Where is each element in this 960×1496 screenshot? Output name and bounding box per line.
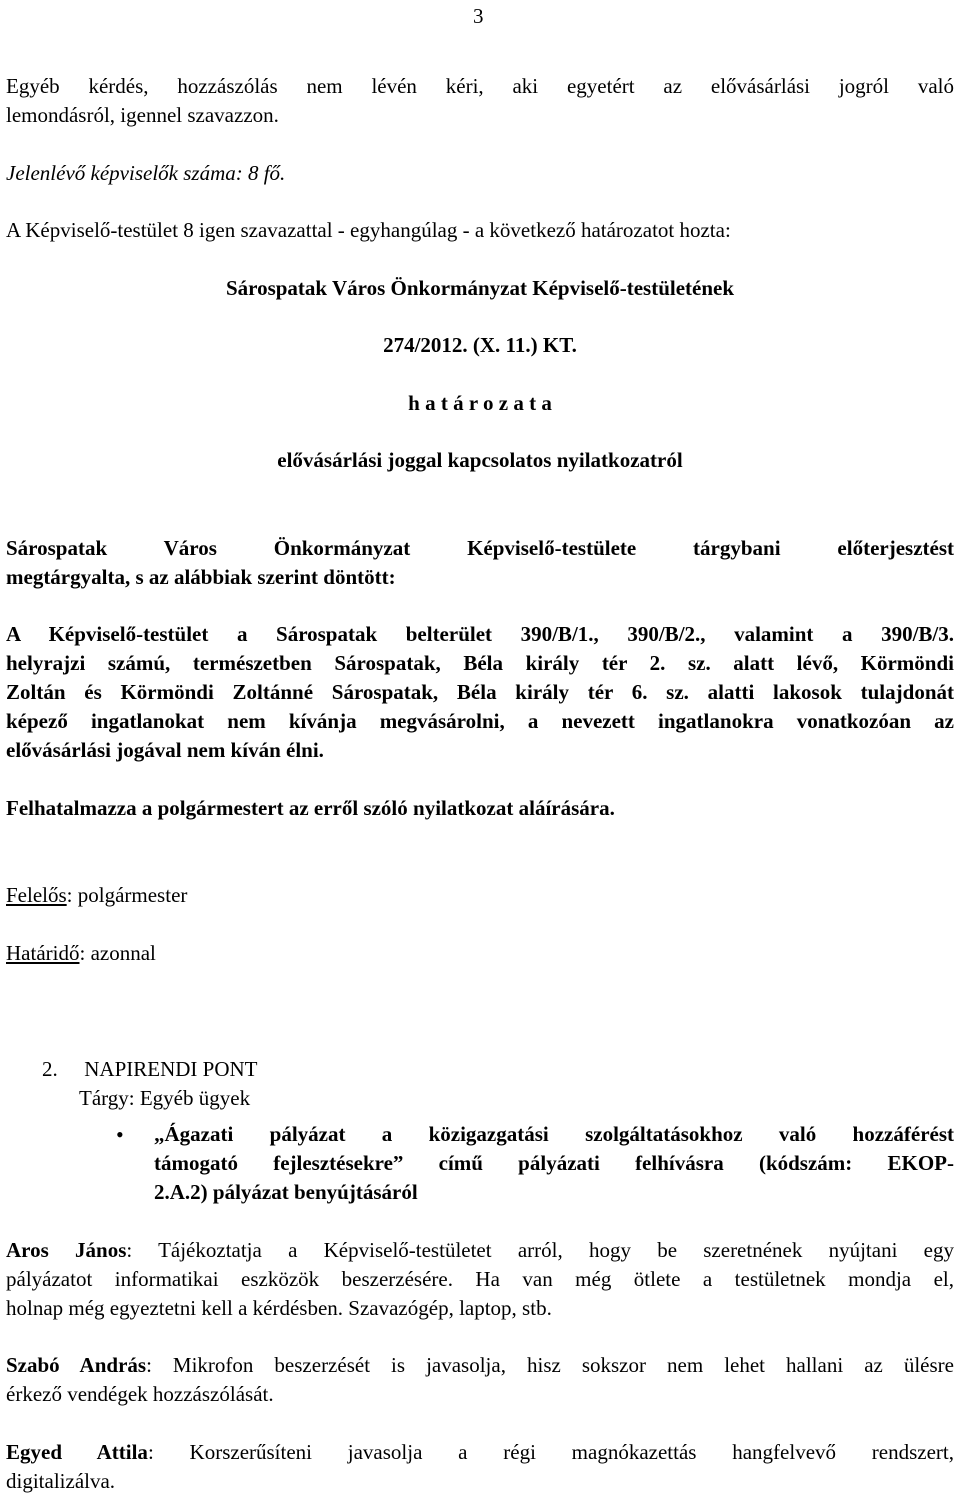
- intro-line-1: Egyéb kérdés, hozzászólás nem lévén kéri, aki egyetért az elővásárlási jogról való: [6, 74, 954, 98]
- deadline-line: [6, 939, 954, 968]
- resolution-body-title: Sárospatak Város Önkormányzat Képviselő-testületének: [225, 276, 735, 300]
- responsible-label: Felelős: [6, 883, 67, 907]
- resolution-subject: elővásárlási joggal kapcsolatos nyilatkozatról: [277, 448, 683, 472]
- authorization-text: Felhatalmazza a polgármestert az erről szóló nyilatkozat aláírására.: [6, 796, 615, 820]
- agenda-heading: [42, 1055, 258, 1084]
- speaker-name: Egyed Attila: [6, 1440, 148, 1464]
- resolution-number: 274/2012. (X. 11.) KT.: [383, 333, 577, 357]
- vote-result-text: A Képviselő-testület 8 igen szavazattal - egyhangúlag - a következő határozatot hozta:: [6, 218, 731, 242]
- attendance-text: Jelenlévő képviselők száma: 8 fő.: [6, 161, 286, 185]
- bullet-icon: •: [116, 1122, 124, 1147]
- speaker-name: Aros János: [6, 1238, 127, 1262]
- statement-text: : Mikrofon beszerzését is javasolja, hisz sokszor nem lehet hallani az ülésre: [146, 1353, 954, 1377]
- decision-line-1: A Képviselő-testület a Sárospatak belterület 390/B/1., 390/B/2., valamint a 390/B/3.: [6, 622, 954, 646]
- agenda-bullet-line-2: támogató fejlesztésekre” című pályázati felhívásra (kódszám: EKOP-: [154, 1151, 954, 1175]
- deadline-label: Határidő: [6, 941, 80, 965]
- speaker-name: Szabó András: [6, 1353, 147, 1377]
- decision-line-2: helyrajzi számú, természetben Sárospatak, Béla király tér 2. sz. alatt lévő, Körmöndi: [6, 651, 954, 675]
- decision-line-5: elővásárlási jogával nem kíván élni.: [6, 738, 324, 762]
- page-number: 3: [473, 4, 484, 28]
- statement-text: : Tájékoztatja a Képviselő-testületet arról, hogy be szeretnének nyújtani egy: [126, 1238, 954, 1262]
- intro-line-2: lemondásról, igennel szavazzon.: [6, 103, 279, 127]
- statement-1-line-2: pályázatot informatikai eszközök beszerzésére. Ha van még ötlete a testületnek mondja el,: [6, 1267, 954, 1291]
- statement-1-line-1: [6, 1236, 954, 1265]
- statement-1-line-3: holnap még egyeztetni kell a kérdésben. Szavazógép, laptop, stb.: [6, 1296, 552, 1320]
- preamble-line-1: Sárospatak Város Önkormányzat Képviselő-testülete tárgybani előterjesztést: [6, 536, 954, 560]
- agenda-bullet-line-3: 2.A.2) pályázat benyújtásáról: [154, 1180, 418, 1204]
- resolution-type: h a t á r o z a t a: [408, 391, 552, 415]
- agenda-bullet-line-1: „Ágazati pályázat a közigazgatási szolgáltatásokhoz való hozzáférést: [154, 1122, 954, 1146]
- agenda-number: 2.: [42, 1057, 58, 1081]
- preamble-line-2: megtárgyalta, s az alábbiak szerint döntött:: [6, 565, 396, 589]
- responsible-line: [6, 881, 954, 910]
- statement-2-line-1: [6, 1351, 954, 1380]
- statement-3-line-2: digitalizálva.: [6, 1469, 116, 1493]
- statement-text: : Korszerűsíteni javasolja a régi magnókazettás hangfelvevő rendszert,: [147, 1440, 954, 1464]
- agenda-subject: Tárgy: Egyéb ügyek: [79, 1086, 251, 1110]
- agenda-title: NAPIRENDI PONT: [84, 1057, 258, 1081]
- responsible-value: : polgármester: [66, 883, 188, 907]
- deadline-value: : azonnal: [79, 941, 156, 965]
- statement-3-line-1: [6, 1438, 954, 1467]
- statement-2-line-2: érkező vendégek hozzászólását.: [6, 1382, 274, 1406]
- decision-line-4: képező ingatlanokat nem kívánja megvásárolni, a nevezett ingatlanokra vonatkozóan az: [6, 709, 954, 733]
- decision-line-3: Zoltán és Körmöndi Zoltánné Sárospatak, Béla király tér 6. sz. alatti lakosok tulajdonát: [6, 680, 954, 704]
